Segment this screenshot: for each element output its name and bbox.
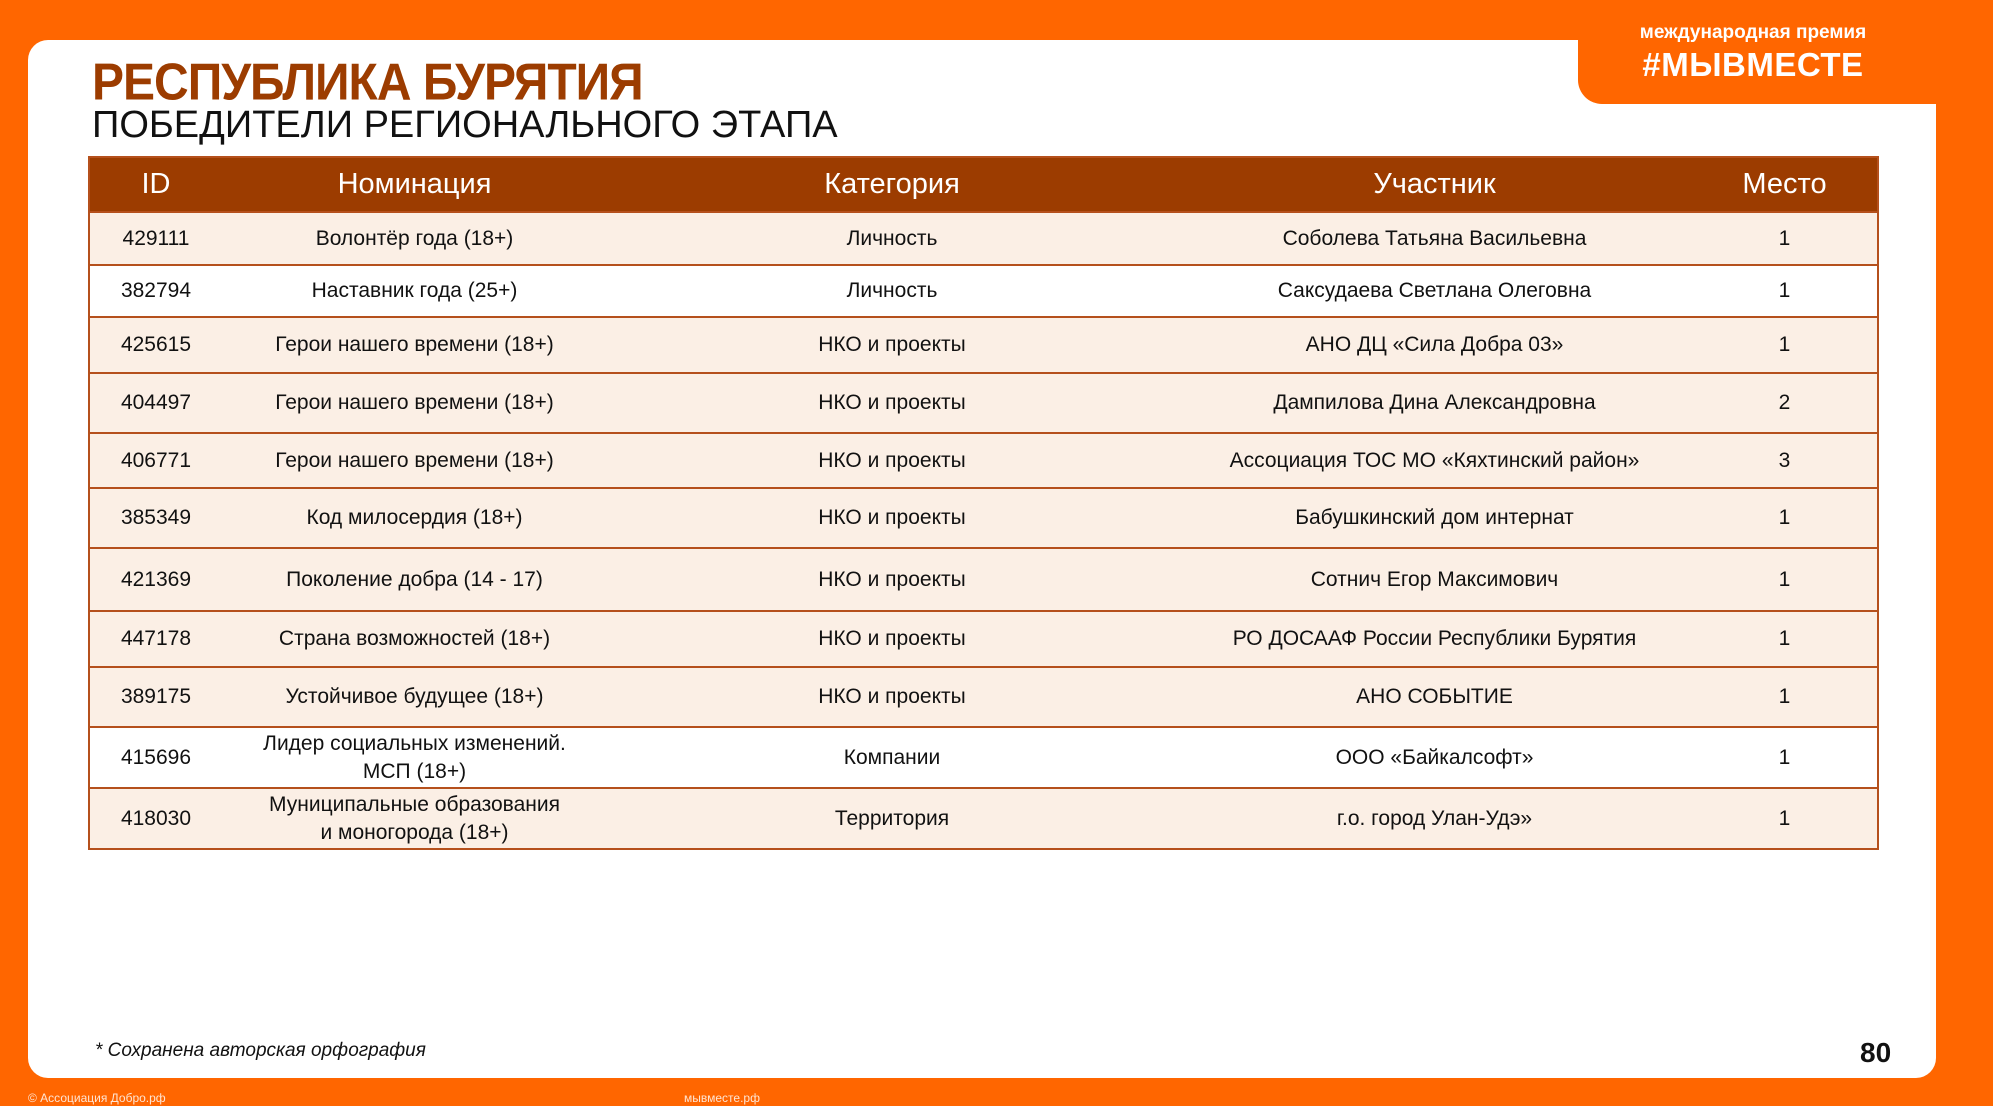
column-header-category: Категория	[607, 157, 1177, 212]
cell-place: 1	[1692, 265, 1878, 317]
cell-participant: Сотнич Егор Максимович	[1177, 548, 1692, 611]
cell-id: 382794	[89, 265, 222, 317]
cell-participant: ООО «Байкалсофт»	[1177, 727, 1692, 788]
cell-id: 447178	[89, 611, 222, 667]
table-row	[89, 548, 1878, 611]
brand-hashtag: #МЫВМЕСТЕ	[1642, 46, 1864, 83]
cell-category: НКО и проекты	[607, 373, 1177, 433]
cell-participant: Ассоциация ТОС МО «Кяхтинский район»	[1177, 433, 1692, 488]
cell-place: 1	[1692, 212, 1878, 265]
table-row	[89, 788, 1878, 849]
cell-place: 3	[1692, 433, 1878, 488]
winners-table	[88, 156, 1879, 850]
cell-participant: РО ДОСААФ России Республики Бурятия	[1177, 611, 1692, 667]
cell-participant: АНО СОБЫТИЕ	[1177, 667, 1692, 727]
cell-place: 1	[1692, 788, 1878, 849]
page-title: РЕСПУБЛИКА БУРЯТИЯ	[92, 54, 643, 112]
cell-category: Личность	[607, 265, 1177, 317]
page-number: 80	[1860, 1037, 1892, 1068]
cell-id: 389175	[89, 667, 222, 727]
cell-nomination: Устойчивое будущее (18+)	[222, 667, 607, 727]
cell-id: 385349	[89, 488, 222, 548]
cell-id: 425615	[89, 317, 222, 373]
footnote: * Сохранена авторская орфография	[95, 1040, 426, 1061]
cell-id: 429111	[89, 212, 222, 265]
cell-category: Территория	[607, 788, 1177, 849]
page-subtitle: ПОБЕДИТЕЛИ РЕГИОНАЛЬНОГО ЭТАПА	[92, 104, 838, 146]
column-header-place: Место	[1692, 157, 1878, 212]
cell-participant: АНО ДЦ «Сила Добра 03»	[1177, 317, 1692, 373]
cell-participant: Дампилова Дина Александровна	[1177, 373, 1692, 433]
cell-category: НКО и проекты	[607, 667, 1177, 727]
cell-place: 1	[1692, 727, 1878, 788]
column-header-participant: Участник	[1177, 157, 1692, 212]
table-row	[89, 727, 1878, 788]
cell-category: НКО и проекты	[607, 611, 1177, 667]
cell-participant: Бабушкинский дом интернат	[1177, 488, 1692, 548]
table-row	[89, 611, 1878, 667]
cell-participant: Саксудаева Светлана Олеговна	[1177, 265, 1692, 317]
cell-category: НКО и проекты	[607, 433, 1177, 488]
column-header-id: ID	[89, 157, 222, 212]
cell-category: Компании	[607, 727, 1177, 788]
cell-nomination: Код милосердия (18+)	[222, 488, 607, 548]
table-row	[89, 212, 1878, 265]
cell-nomination: Волонтёр года (18+)	[222, 212, 607, 265]
site-link[interactable]: мывместе.рф	[684, 1091, 760, 1105]
cell-nomination: Герои нашего времени (18+)	[222, 433, 607, 488]
cell-category: НКО и проекты	[607, 488, 1177, 548]
cell-place: 1	[1692, 611, 1878, 667]
nomination-line-2: МСП (18+)	[362, 759, 467, 783]
brand-tagline: международная премия	[1639, 22, 1867, 43]
cell-id: 406771	[89, 433, 222, 488]
nomination-line-1: Лидер социальных изменений.	[263, 731, 566, 755]
cell-participant: г.о. город Улан-Удэ»	[1177, 788, 1692, 849]
column-header-nomination: Номинация	[222, 157, 607, 212]
table-row	[89, 667, 1878, 727]
nomination-line-2: и моногорода (18+)	[320, 820, 509, 844]
cell-place: 1	[1692, 667, 1878, 727]
cell-participant: Соболева Татьяна Васильевна	[1177, 212, 1692, 265]
cell-nomination	[222, 727, 607, 788]
cell-id: 421369	[89, 548, 222, 611]
cell-category: НКО и проекты	[607, 548, 1177, 611]
table-row	[89, 433, 1878, 488]
table-row	[89, 317, 1878, 373]
cell-place: 1	[1692, 317, 1878, 373]
cell-id: 404497	[89, 373, 222, 433]
table-row	[89, 373, 1878, 433]
cell-place: 2	[1692, 373, 1878, 433]
cell-category: Личность	[607, 212, 1177, 265]
cell-nomination: Наставник года (25+)	[222, 265, 607, 317]
nomination-line-1: Муниципальные образования	[269, 792, 560, 816]
right-edge-strip	[1936, 0, 1993, 1106]
cell-nomination: Герои нашего времени (18+)	[222, 373, 607, 433]
cell-place: 1	[1692, 548, 1878, 611]
table-row	[89, 265, 1878, 317]
cell-nomination: Поколение добра (14 - 17)	[222, 548, 607, 611]
cell-nomination	[222, 788, 607, 849]
cell-place: 1	[1692, 488, 1878, 548]
cell-category: НКО и проекты	[607, 317, 1177, 373]
cell-id: 418030	[89, 788, 222, 849]
cell-id: 415696	[89, 727, 222, 788]
cell-nomination: Страна возможностей (18+)	[222, 611, 607, 667]
copyright-text: © Ассоциация Добро.рф	[28, 1091, 166, 1105]
table-header-row	[89, 157, 1878, 212]
table-row	[89, 488, 1878, 548]
cell-nomination: Герои нашего времени (18+)	[222, 317, 607, 373]
